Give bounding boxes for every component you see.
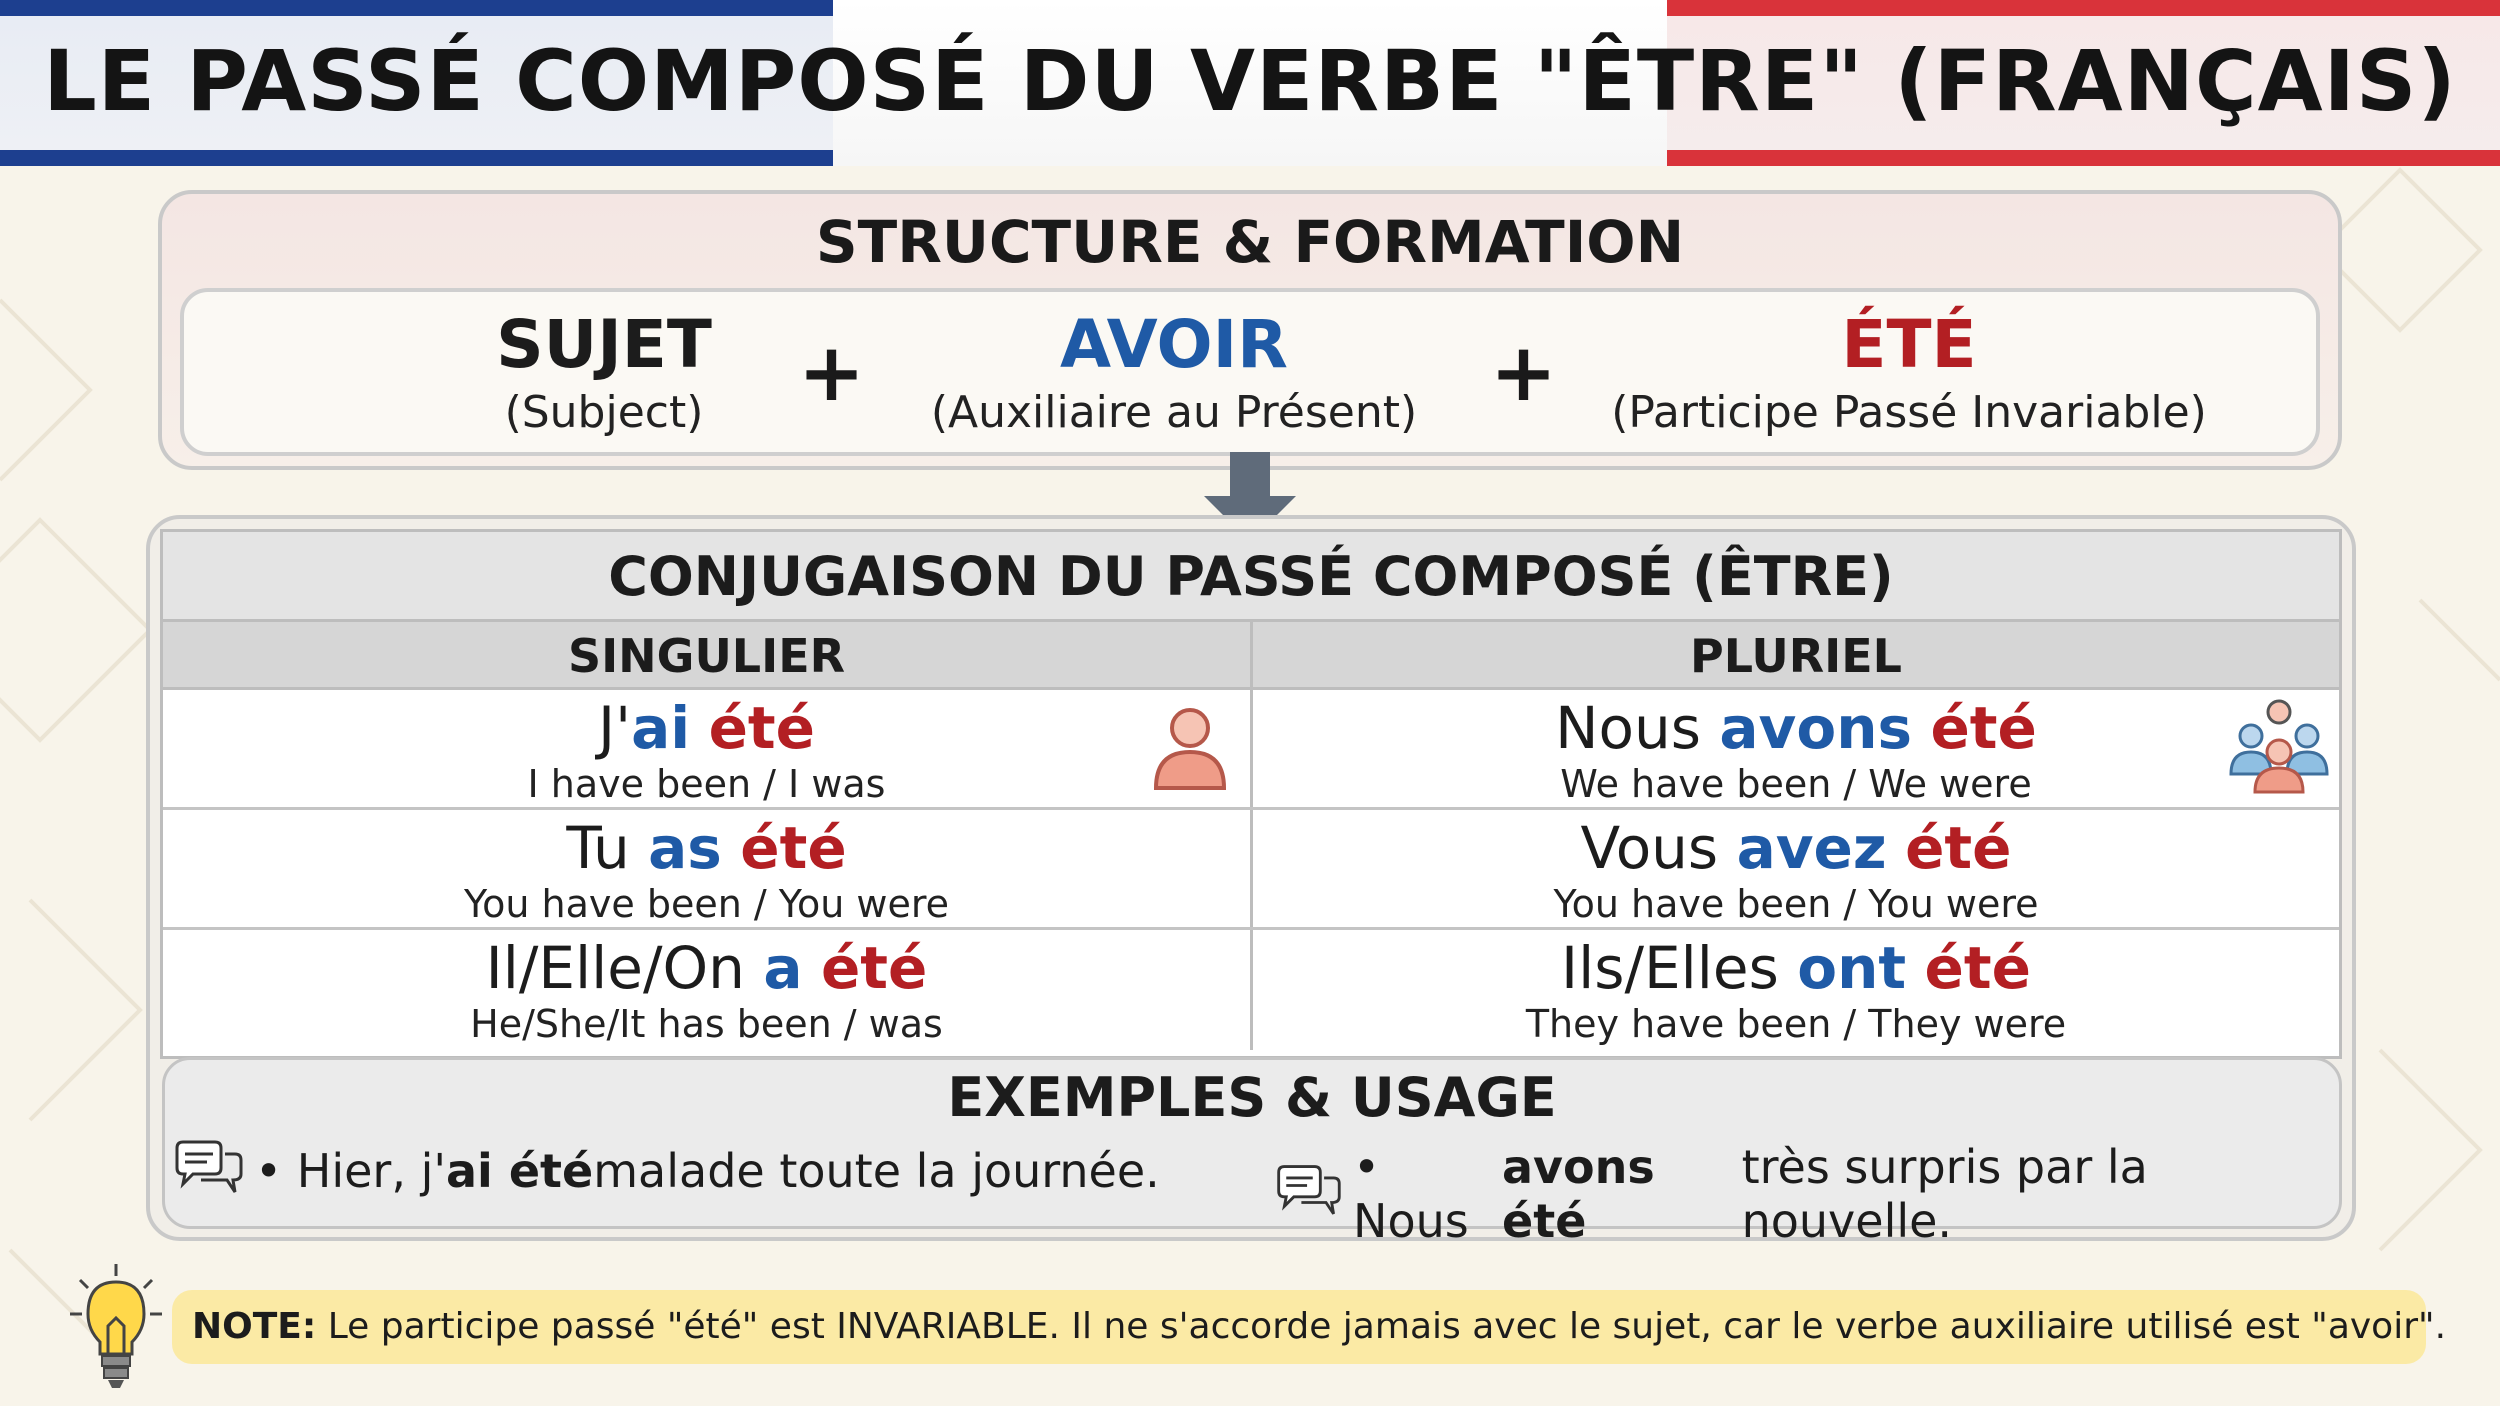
subject-pronoun: Vous <box>1580 814 1737 882</box>
conjugation-form <box>163 694 1250 762</box>
past-participle: été <box>740 814 847 882</box>
past-participle: été <box>820 934 928 1002</box>
subject-pronoun: Tu <box>566 814 649 882</box>
example-text-before: • Hier, j' <box>255 1144 447 1198</box>
conjugation-card <box>146 515 2356 1248</box>
speech-bubble-icon <box>171 1140 245 1202</box>
subject-pronoun: Ils/Elles <box>1561 934 1798 1002</box>
formula-box <box>180 288 2320 456</box>
conjugation-form <box>163 814 1250 882</box>
structure-title: STRUCTURE & FORMATION <box>815 208 1685 276</box>
example-item <box>171 1140 1160 1202</box>
example-text-before: • Nous <box>1353 1140 1469 1248</box>
plus-sign-1: + <box>798 326 866 419</box>
spacer <box>690 694 708 762</box>
table-row <box>163 810 2339 930</box>
plus-sign-2: + <box>1490 326 1558 419</box>
translation: You have been / You were <box>1553 882 2039 926</box>
translation: I have been / I was <box>527 762 886 806</box>
example-highlight: ai été <box>446 1144 594 1198</box>
past-participle: été <box>1930 694 2037 762</box>
formula-auxiliary <box>904 304 1444 440</box>
conjugation-form <box>1253 934 2339 1002</box>
singular-cell <box>163 930 1253 1050</box>
subject-pronoun: Nous <box>1555 694 1720 762</box>
example-text-after: malade toute la journée. <box>593 1144 1160 1198</box>
examples-title: EXEMPLES & USAGE <box>947 1066 1557 1129</box>
spacer <box>803 934 821 1002</box>
participle-word: ÉTÉ <box>1841 306 1977 383</box>
translation: They have been / They were <box>1525 1002 2067 1046</box>
note-banner <box>172 1290 2447 1364</box>
singular-cell <box>163 690 1253 807</box>
formula-subject <box>434 304 774 440</box>
singular-header: SINGULIER <box>163 622 1253 687</box>
auxiliary-sub: (Auxiliaire au Présent) <box>930 387 1418 438</box>
plural-cell <box>1253 690 2339 807</box>
spacer <box>1906 934 1924 1002</box>
header-banner <box>0 0 2500 166</box>
plural-header: PLURIEL <box>1689 629 1902 683</box>
example-text-after: très surpris par la nouvelle. <box>1741 1140 2148 1248</box>
example-highlight: avons été <box>1502 1140 1655 1248</box>
auxiliary-verb: avez <box>1736 814 1887 882</box>
note-label: NOTE: <box>192 1306 317 1347</box>
singular-cell <box>163 810 1253 927</box>
subject-sub: (Subject) <box>504 387 704 438</box>
auxiliary-word: AVOIR <box>1059 306 1288 383</box>
auxiliary-verb: ai <box>631 694 691 762</box>
subject-pronoun: J' <box>598 694 632 762</box>
plural-cell <box>1253 810 2339 927</box>
subject-pronoun: Il/Elle/On <box>485 934 764 1002</box>
conjugation-title: CONJUGAISON DU PASSÉ COMPOSÉ (ÊTRE) <box>163 532 2339 622</box>
table-row <box>163 930 2339 1050</box>
lightbulb-icon <box>68 1262 164 1390</box>
note-text: Le participe passé "été" est INVARIABLE. Il ne s'accorde jamais avec le sujet, car le verbe auxiliaire utilisé est "avoir". <box>316 1306 2447 1347</box>
structure-card <box>158 190 2342 470</box>
spacer <box>1887 814 1905 882</box>
conjugation-form <box>1253 694 2339 762</box>
subject-word: SUJET <box>496 306 712 383</box>
spacer <box>722 814 740 882</box>
person-icon <box>1150 704 1230 792</box>
table-row <box>163 690 2339 810</box>
examples-box <box>162 1057 2342 1248</box>
speech-bubble-icon <box>1273 1163 1343 1225</box>
conjugation-table <box>160 529 2342 1059</box>
translation: He/She/It has been / was <box>470 1002 943 1046</box>
group-icon <box>2229 698 2329 794</box>
auxiliary-verb: ont <box>1797 934 1907 1002</box>
column-headers <box>163 622 2339 690</box>
example-item <box>1273 1140 2339 1248</box>
translation: You have been / You were <box>463 882 950 926</box>
auxiliary-verb: avons <box>1719 694 1913 762</box>
spacer <box>1912 694 1930 762</box>
auxiliary-verb: a <box>763 934 803 1002</box>
translation: We have been / We were <box>1560 762 2032 806</box>
conjugation-form <box>1253 814 2339 882</box>
page-title: LE PASSÉ COMPOSÉ DU VERBE "ÊTRE" (FRANÇAIS) <box>43 32 2457 130</box>
past-participle: été <box>1905 814 2012 882</box>
plural-cell <box>1253 930 2339 1050</box>
auxiliary-verb: as <box>648 814 722 882</box>
participle-sub: (Participe Passé Invariable) <box>1611 387 2207 438</box>
past-participle: été <box>708 694 815 762</box>
conjugation-form <box>163 934 1250 1002</box>
formula-participle <box>1594 304 2224 440</box>
past-participle: été <box>1924 934 2031 1002</box>
